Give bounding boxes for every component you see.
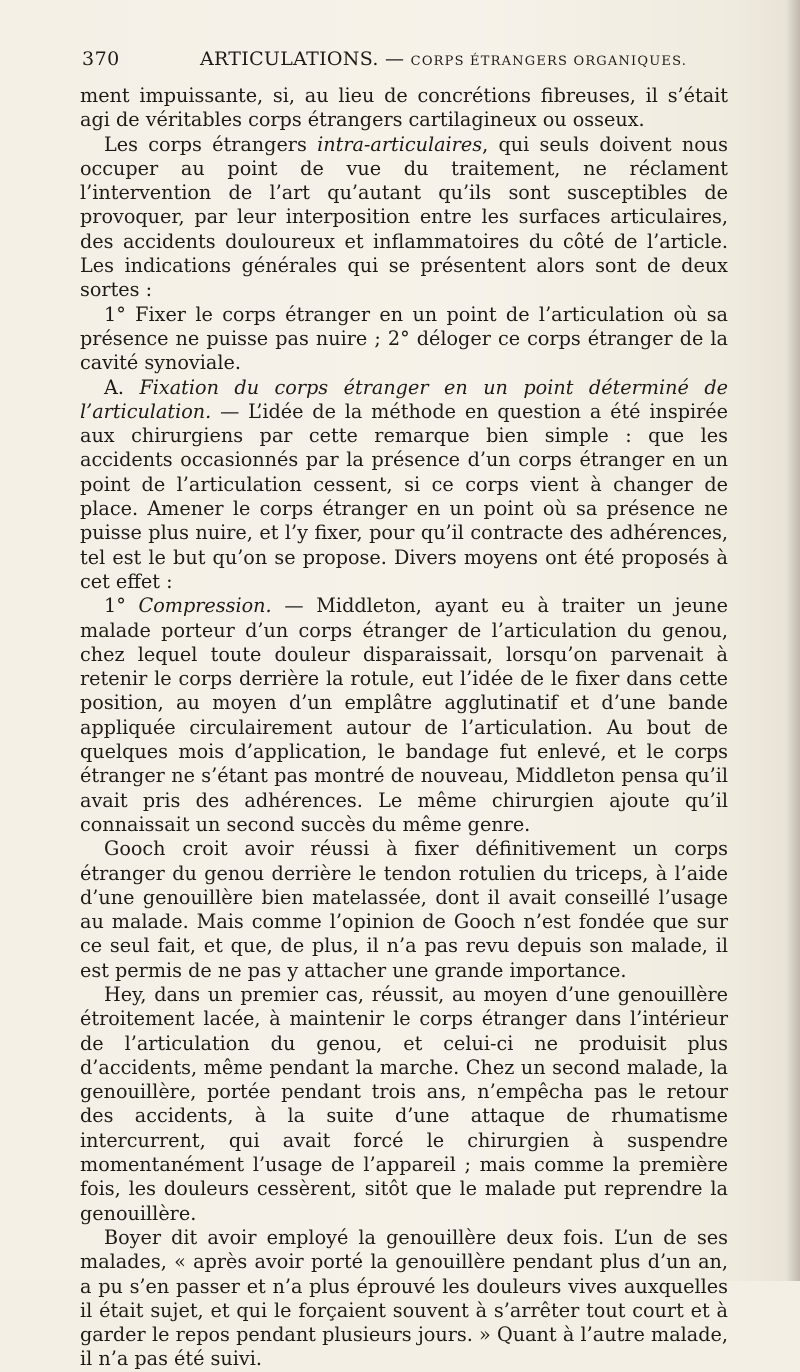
page-number: 370	[82, 48, 120, 70]
text-run: Gooch croit avoir réussi à fixer définitivement un corps étranger du genou derrière le tendon rotulien du triceps, à l’aide d’une genouillère bien matelassée, dont il avait conseillé l’usage au malade. Mais comme l’opinion de Gooch n’est fondée que sur ce seul fait, et que, de plus, il n’a pas revu depuis son malade, il est permis de ne pas y attacher une grande importance.	[80, 837, 728, 982]
paragraph	[80, 84, 728, 133]
running-header	[80, 48, 732, 78]
running-title-subtitle: CORPS ÉTRANGERS ORGANIQUES.	[410, 54, 688, 69]
page-edge-shadow	[786, 0, 800, 1281]
text-run: Hey, dans un premier cas, réussit, au moyen d’une genouillère étroitement lacée, à maintenir le corps étranger dans l’intérieur de l’articulation du genou, et celui-ci ne produisit plus d’accidents, même pendant la marche. Chez un second malade, la genouillère, portée pendant trois ans, n’empêcha pas le retour des accidents, à la suite d’une attaque de rhumatisme intercurrent, qui avait forcé le chirurgien à suspendre momentanément l’usage de l’appareil ; mais comme la première fois, les douleurs cessèrent, sitôt que le malade put reprendre la genouillère.	[80, 982, 728, 1225]
italic-text: intra-articulaires	[317, 132, 483, 156]
italic-text: Fixation du corps étranger en un point déterminé de l’articulation.	[80, 375, 728, 423]
paragraph	[80, 1226, 728, 1372]
body-text	[80, 84, 728, 1372]
text-run: — Middleton, ayant eu à traiter un jeune malade porteur d’un corps étranger de l’articulation du genou, chez lequel toute douleur disparaissait, lorsqu’on parvenait à retenir le corps derrière la rotule, eut l’idée de le fixer dans cette position, au moyen d’un emplâtre agglutinatif et d’une bande appliquée circulairement autour de l’articulation. Au bout de quelques mois d’application, le bandage fut enlevé, et le corps étranger ne s’étant pas montré de nouveau, Middleton pensa qu’il avait pris des adhérences. Le même chirurgien ajoute qu’il connaissait un second succès du même genre.	[80, 594, 729, 836]
text-run: , qui seuls doivent nous occuper au point de vue du traitement, ne réclament l’intervention de l’art qu’autant qu’ils sont susceptibles de provoquer, par leur interposition entre les surfaces articulaires, des accidents douloureux et inflammatoires du côté de l’article. Les indications générales qui se présentent alors sont de deux sortes :	[80, 132, 728, 302]
paragraph	[80, 594, 728, 837]
text-run: Les corps étrangers	[104, 132, 318, 156]
text-run: ment impuissante, si, au lieu de concrétions fibreuses, il s’était agi de véritables corps étrangers cartilagineux ou osseux.	[80, 84, 728, 132]
running-title-main: ARTICULATIONS. —	[200, 48, 405, 70]
running-title	[200, 48, 687, 70]
paragraph	[80, 133, 728, 303]
italic-text: Compression.	[138, 594, 272, 618]
text-run: Boyer dit avoir employé la genouillère deux fois. L’un de ses malades, « après avoir porté la genouillère pendant plus d’un an, a pu s’en passer et n’a plus éprouvé les douleurs vives auxquelles il était sujet, et qui le forçaient souvent à s’arrêter tout court et à garder le repos pendant plusieurs jours. » Quant à l’autre malade, il n’a pas été suivi.	[80, 1225, 728, 1371]
paragraph	[80, 303, 728, 376]
text-run: A.	[104, 375, 140, 399]
paragraph	[80, 837, 728, 983]
text-run: — L’idée de la méthode en question a été inspirée aux chirurgiens par cette remarque bien simple : que les accidents occasionnés par la présence d’un corps étranger en un point de l’articulation cessent, si ce corps vient à changer de place. Amener le corps étranger en un point où sa présence ne puisse plus nuire, et l’y fixer, pour qu’il contracte des adhérences, tel est le but qu’on se propose. Divers moyens ont été proposés à cet effet :	[80, 399, 728, 593]
text-run: 1° Fixer le corps étranger en un point de l’articulation où sa présence ne puisse pas nuire ; 2° déloger ce corps étranger de la cavité synoviale.	[80, 302, 728, 375]
text-run: 1°	[104, 594, 139, 618]
paragraph	[80, 983, 728, 1226]
paragraph	[80, 376, 728, 595]
